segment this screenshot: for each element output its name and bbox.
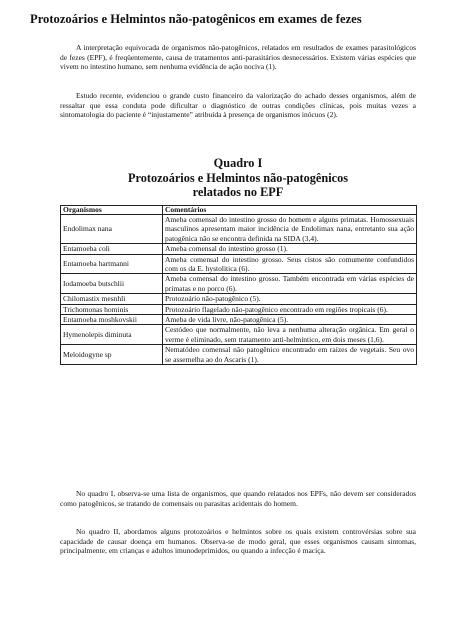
organism-cell: Chilomastix mesnhli xyxy=(61,294,163,304)
intro-paragraph-1-text: A interpretação equivocada de organismos não-patogênicos, relatados em resultados de exames parasitológicos de fezes (EPF), é freqüentemente, causa de tratamentos anti-parasitários desnecessários. Existem várias espécies que vivem no intestino humano, sem nenhuma evidência de ação nociva (1). xyxy=(60,43,416,72)
table-row xyxy=(61,254,417,274)
organism-cell: Entamoeba moshkovskii xyxy=(61,315,163,325)
comment-cell: Ameba comensal do intestino grosso do homem e alguns primatas. Homossexuais masculinos apresentam maior incidência de Endolimax nana, entretanto sua ação patogênica não se encontra definida na SIDA (3,4). xyxy=(163,215,417,244)
comment-cell: Ameba comensal do intestino grosso (1). xyxy=(163,244,417,254)
comment-cell: Protozoário não-patogênico (5). xyxy=(163,294,417,304)
table-row xyxy=(61,325,417,345)
table-row xyxy=(61,315,417,325)
organism-cell: Trichomonas hominis xyxy=(61,304,163,314)
outro-paragraph-1-text: No quadro I, observa-se uma lista de organismos, que quando relatados nos EPFs, não devem ser considerados como patogênicos, se tratando de comensais ou parasitas acidentais do homem. xyxy=(60,489,416,508)
comment-cell: Ameba comensal do intestino grosso. Também encontrada em várias espécies de primatas e no porco (6). xyxy=(163,274,417,294)
intro-paragraph-1 xyxy=(60,43,416,72)
header-organisms: Organismos xyxy=(61,206,163,215)
intro-paragraph-2-text: Estudo recente, evidenciou o grande custo financeiro da valorização do achado desses organismos, além de ressaltar que essa conduta pode dificultar o diagnóstico de outras condições clínicas, pois muitas vezes a sintomatologia do paciente é “injustamente” atribuída à presença de organismos inócuos (2). xyxy=(60,91,416,120)
quadro-title-line-2: Protozoários e Helmintos não-patogênicos xyxy=(127,170,349,185)
outro-paragraph-2-text: No quadro II, abordamos alguns protozoários e helmintos sobre os quais existem controvérsias sobre sua capacidade de causar doença em humanos. Observa-se de modo geral, que esses organismos causam sintomas, principalmente, em crianças e adultos imunodeprimidos, ou quando a infecção é maciça. xyxy=(60,527,416,556)
comment-cell: Cestódeo que normalmente, não leva a nenhuma alteração orgânica. Em geral o verme é eliminado, sem tratamento anti-helmíntico, em dois meses (1,6). xyxy=(163,325,417,345)
table-row xyxy=(61,345,417,365)
comment-cell: Ameba de vida livre, não-patogênica (5). xyxy=(163,315,417,325)
outro-paragraph-2 xyxy=(60,527,416,556)
quadro-title-line-3: relatados no EPF xyxy=(192,185,284,199)
comment-cell: Nematódeo comensal não patogênico encontrado em raízes de vegetais. Seu ovo se assemelha ao do Ascaris (1). xyxy=(163,345,417,365)
comment-cell: Protozoário flagelado não-patogênico encontrado em regiões tropicais (6). xyxy=(163,304,417,314)
intro-paragraph-2 xyxy=(60,91,416,120)
quadro-title xyxy=(60,156,416,200)
organism-cell: Entamoeba hartmanni xyxy=(61,254,163,274)
organism-cell: Hymenolepis diminuta xyxy=(61,325,163,345)
table-header-row xyxy=(61,206,417,215)
organism-cell: Meloidogyne sp xyxy=(61,345,163,365)
quadro-title-line-1: Quadro I xyxy=(213,156,263,170)
table-row xyxy=(61,215,417,244)
document-heading: Protozoários e Helmintos não-patogênicos em exames de fezes xyxy=(30,12,362,26)
organisms-table xyxy=(60,205,417,365)
table-row xyxy=(61,244,417,254)
header-comments: Comentários xyxy=(163,206,417,215)
table-row xyxy=(61,304,417,314)
organism-cell: Entamoeba coli xyxy=(61,244,163,254)
table-row xyxy=(61,294,417,304)
outro-paragraph-1 xyxy=(60,489,416,508)
comment-cell: Ameba comensal do intestino grosso. Seus cistos são comumente confundidos com os da E. hystolitica (6). xyxy=(163,254,417,274)
organism-cell: Endolimax nana xyxy=(61,215,163,244)
table-row xyxy=(61,274,417,294)
organism-cell: Iodamoeba butschlii xyxy=(61,274,163,294)
